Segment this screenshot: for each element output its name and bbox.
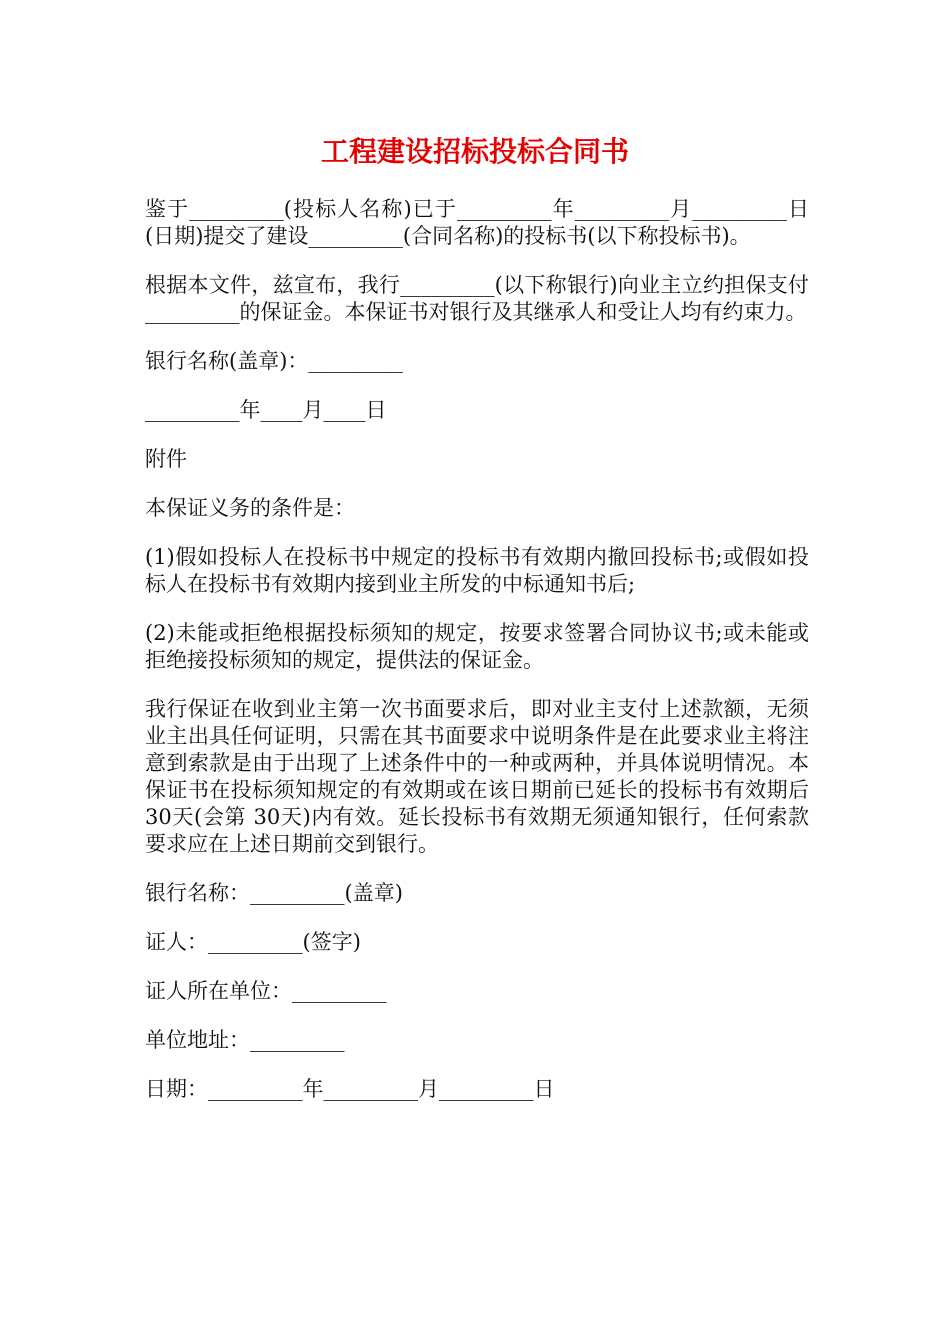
paragraph-payment-terms: 我行保证在收到业主第一次书面要求后，即对业主支付上述款额，无须业主出具任何证明，只需在其书面要求中说明条件是在此要求业主将注意到索款是由于出现了上述条件中的一种或两种，并具体说明情况。本保证书在投标须知规定的有效期或在该日期前已延长的投标书有效期后 30天(会第 30天)内有效。延长投标书有效期无须通知银行，任何索款要求应在上述日期前交到银行。 (145, 697, 816, 856)
bank-name-line: 银行名称：_________(盖章) (145, 881, 403, 905)
bank-name-seal-line: 银行名称(盖章)：_________ (145, 349, 403, 373)
document-body (145, 196, 816, 1125)
condition-1: (1)假如投标人在投标书中规定的投标书有效期内撤回投标书;或假如投标人在投标书有效期内接到业主所发的中标通知书后; (145, 545, 809, 596)
attachment-heading: 附件 (145, 447, 187, 471)
signing-date-line: 日期：_________年_________月_________日 (145, 1077, 555, 1101)
condition-2: (2)未能或拒绝根据投标须知的规定，按要求签署合同协议书;或未能或拒绝接投标须知的规定，提供法的保证金。 (145, 621, 809, 672)
conditions-intro: 本保证义务的条件是： (145, 496, 355, 520)
witness-unit-line: 证人所在单位：_________ (145, 979, 387, 1003)
paragraph-bid-submission: 鉴于_________(投标人名称)已于_________年_________月_________日(日期)提交了建设_________(合同名称)的投标书(以下称投标书)。 (145, 197, 809, 248)
date-line: _________年____月____日 (145, 398, 387, 422)
unit-address-line: 单位地址：_________ (145, 1028, 345, 1052)
witness-line: 证人：_________(签字) (145, 930, 361, 954)
document-title: 工程建设招标投标合同书 (320, 135, 629, 168)
paragraph-guarantee-declaration: 根据本文件，兹宣布，我行_________(以下称银行)向业主立约担保支付_________的保证金。本保证书对银行及其继承人和受让人均有约束力。 (145, 273, 809, 324)
